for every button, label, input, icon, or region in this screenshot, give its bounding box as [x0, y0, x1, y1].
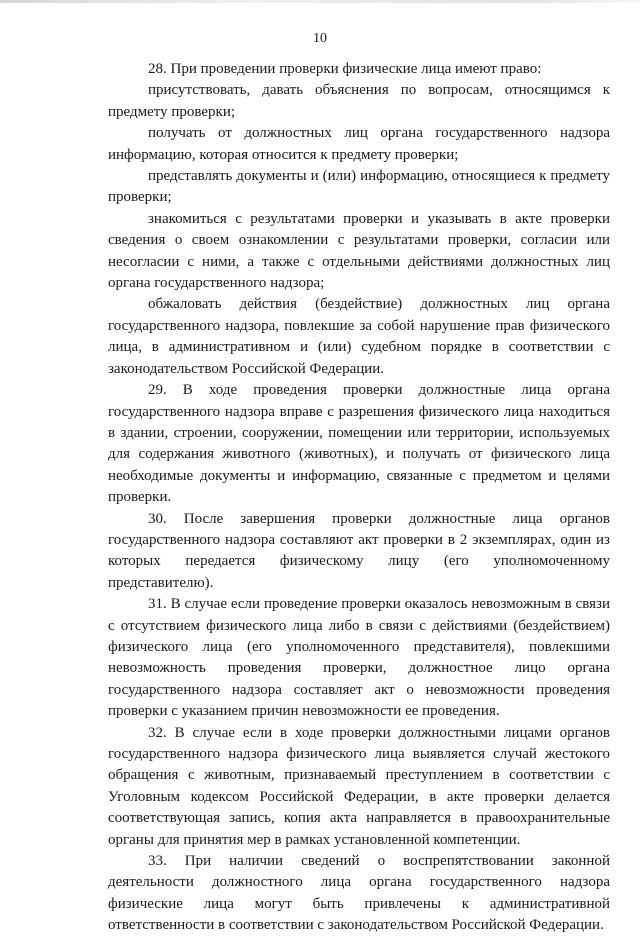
right-item-receive-info: получать от должностных лиц органа государственного надзора информацию, которая относится к предмету проверки;	[108, 125, 610, 163]
right-item-review-results: знакомиться с результатами проверки и указывать в акте проверки сведения о своем ознакомлении с результатами проверки, согласии или несогласии с ними, а также с отдельными действиями должностных лиц органа государственного надзора;	[108, 210, 610, 292]
paragraph-30: 30. После завершения проверки должностные лица органов государственного надзора составляют акт проверки в 2 экземплярах, один из которых передается физическому лицу (его уполномоченному представителю).	[108, 510, 610, 591]
right-item-submit-documents: представлять документы и (или) информацию, относящиеся к предмету проверки;	[108, 168, 610, 206]
page-number: 10	[313, 31, 327, 46]
right-item-appeal: обжаловать действия (бездействие) должностных лиц органа государственного надзора, повлекшие за собой нарушение прав физического лица, в административном и (или) судебном порядке в соответствии с законодательством Российской Федерации.	[108, 296, 610, 377]
paragraph-29: 29. В ходе проведения проверки должностные лица органа государственного надзора вправе с разрешения физического лица находиться в здании, строении, сооружении, помещении или территории, используемых для содержания животного (животных), и получать от физического лица необходимые документы и информацию, связанные с предметом и целями проверки.	[108, 382, 610, 506]
right-item-attend: присутствовать, давать объяснения по вопросам, относящимся к предмету проверки;	[108, 82, 610, 120]
document-body	[108, 59, 610, 937]
paragraph-33: 33. При наличии сведений о воспрепятствовании законной деятельности должностного лица органа государственного надзора физические лица могут быть привлечены к административной ответственности в соответствии с законодательством Российской Федерации.	[108, 853, 610, 934]
scan-edge	[0, 0, 640, 3]
paragraph-32: 32. В случае если в ходе проверки должностными лицами органов государственного надзора физического лица выявляется случай жестокого обращения с животным, признаваемый преступлением в соответствии с Уголовным кодексом Российской Федерации, в акте проверки делается соответствующая запись, копия акта направляется в правоохранительные органы для принятия мер в рамках установленной компетенции.	[108, 724, 610, 848]
paragraph-31: 31. В случае если проведение проверки оказалось невозможным в связи с отсутствием физического лица либо в связи с действиями (бездействием) физического лица (его уполномоченного представителя), повлекшими невозможность проведения проверки, должностное лицо органа государственного надзора составляет акт о невозможности проведения проверки с указанием причин невозможности ее проведения.	[108, 596, 610, 720]
paragraph-28-intro: 28. При проведении проверки физические лица имеют право:	[148, 61, 542, 77]
